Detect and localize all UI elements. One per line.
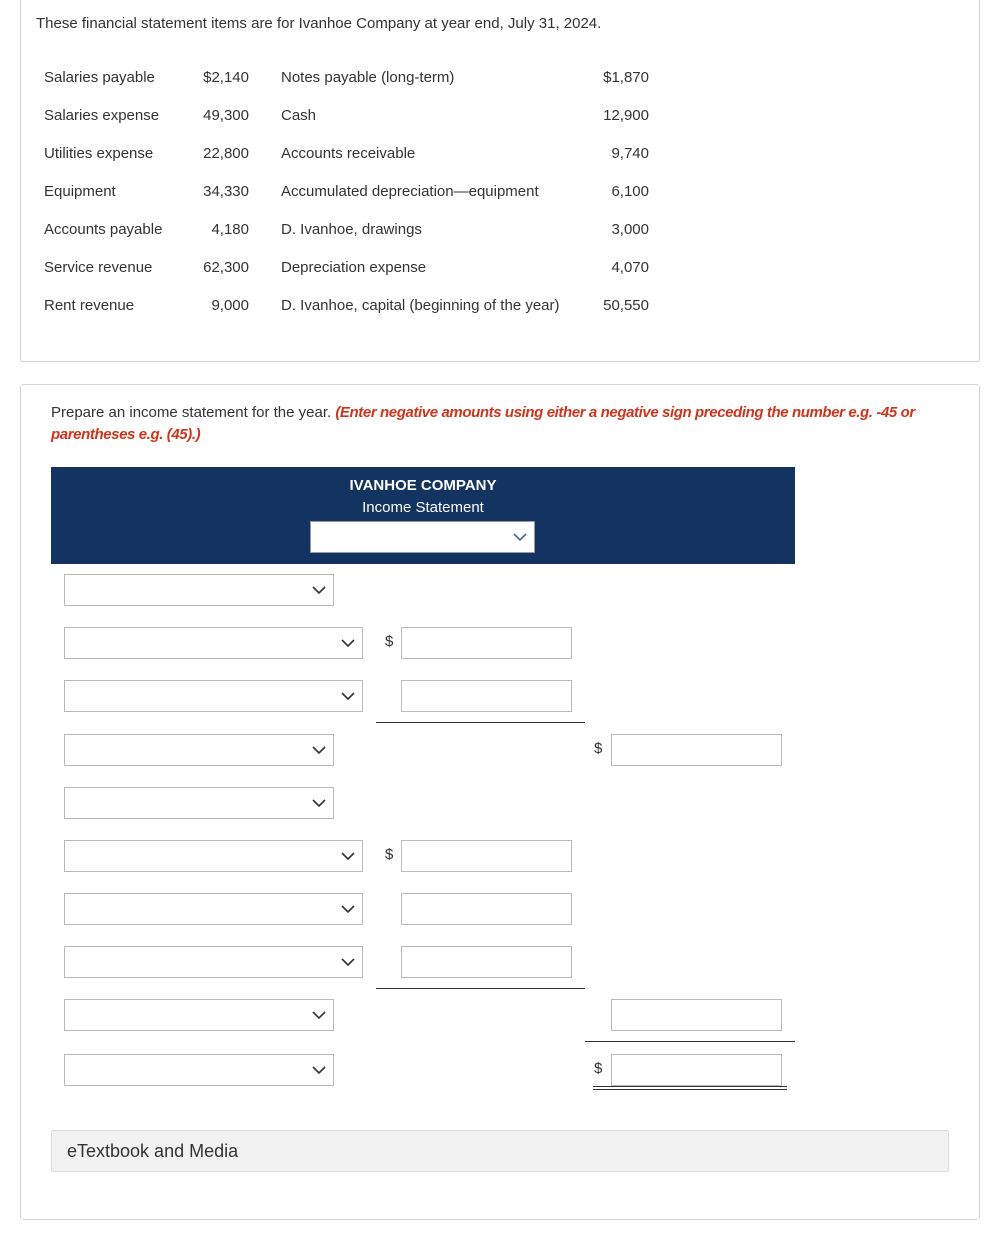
item-value: 34,330 — [203, 182, 249, 200]
account-dropdown[interactable] — [64, 680, 363, 712]
item-label: D. Ivanhoe, drawings — [281, 220, 422, 238]
item-label: Accounts receivable — [281, 144, 416, 162]
amount-input[interactable] — [401, 946, 572, 978]
item-value: 62,300 — [203, 258, 249, 276]
item-value: $1,870 — [603, 68, 649, 86]
instructions-text: Prepare an income statement for the year. — [51, 404, 332, 421]
account-dropdown[interactable] — [64, 734, 334, 766]
total-input[interactable] — [611, 999, 782, 1031]
account-dropdown[interactable] — [64, 999, 334, 1031]
item-value: $2,140 — [203, 68, 249, 86]
item-label: Depreciation expense — [281, 258, 427, 276]
chevron-down-icon — [341, 902, 355, 916]
item-row — [36, 58, 649, 96]
item-label: Cash — [281, 106, 317, 124]
period-dropdown[interactable] — [310, 521, 535, 553]
company-name: IVANHOE COMPANY — [349, 477, 497, 494]
currency-symbol: $ — [385, 633, 394, 650]
item-row — [36, 96, 649, 134]
item-label: D. Ivanhoe, capital (beginning of the year) — [281, 296, 560, 314]
account-dropdown[interactable] — [64, 1054, 334, 1086]
item-value: 4,180 — [211, 220, 249, 238]
chevron-down-icon — [312, 1008, 326, 1022]
instructions — [51, 402, 931, 446]
item-row — [36, 248, 649, 286]
item-label: Accounts payable — [44, 220, 163, 238]
chevron-down-icon — [341, 955, 355, 969]
item-label: Notes payable (long-term) — [281, 68, 455, 86]
item-value: 4,070 — [611, 258, 649, 276]
item-value: 50,550 — [603, 296, 649, 314]
item-row — [36, 134, 649, 172]
chevron-down-icon — [312, 743, 326, 757]
item-label: Service revenue — [44, 258, 153, 276]
amount-input[interactable] — [401, 680, 572, 712]
item-label: Utilities expense — [44, 144, 154, 162]
net-income-input[interactable] — [611, 1054, 782, 1086]
account-dropdown[interactable] — [64, 840, 363, 872]
instructions-hint: (Enter negative amounts using either a negative sign preceding the number e.g. -45 or parentheses e.g. (45).) — [51, 404, 915, 443]
chevron-down-icon — [312, 1063, 326, 1077]
account-dropdown[interactable] — [64, 627, 363, 659]
item-value: 22,800 — [203, 144, 249, 162]
item-value: 6,100 — [611, 182, 649, 200]
account-dropdown[interactable] — [64, 574, 334, 606]
chevron-down-icon — [312, 796, 326, 810]
etextbook-media-button[interactable]: eTextbook and Media — [51, 1130, 949, 1172]
currency-symbol: $ — [385, 846, 394, 863]
amount-input[interactable] — [401, 840, 572, 872]
statement-title: Income Statement — [362, 499, 484, 516]
item-label: Accumulated depreciation—equipment — [281, 182, 539, 200]
item-label: Equipment — [44, 182, 116, 200]
chevron-down-icon — [341, 849, 355, 863]
item-value: 12,900 — [603, 106, 649, 124]
chevron-down-icon — [312, 583, 326, 597]
item-value: 9,740 — [611, 144, 649, 162]
subtotal-rule — [376, 988, 585, 989]
total-rule — [585, 1041, 795, 1042]
item-value: 49,300 — [203, 106, 249, 124]
double-underline — [593, 1086, 787, 1090]
item-label: Salaries payable — [44, 68, 155, 86]
item-row — [36, 286, 649, 324]
total-input[interactable] — [611, 734, 782, 766]
financial-items-table — [36, 58, 649, 324]
account-dropdown[interactable] — [64, 893, 363, 925]
item-label: Rent revenue — [44, 296, 135, 314]
currency-symbol: $ — [594, 1060, 603, 1077]
account-dropdown[interactable] — [64, 946, 363, 978]
currency-symbol: $ — [594, 740, 603, 757]
chevron-down-icon — [513, 530, 527, 544]
item-label: Salaries expense — [44, 106, 160, 124]
chevron-down-icon — [341, 636, 355, 650]
intro-text: These financial statement items are for Ivanhoe Company at year end, July 31, 2024. — [36, 15, 602, 32]
account-dropdown[interactable] — [64, 787, 334, 819]
statement-header — [51, 467, 795, 564]
amount-input[interactable] — [401, 893, 572, 925]
subtotal-rule — [376, 722, 585, 723]
item-row — [36, 210, 649, 248]
amount-input[interactable] — [401, 627, 572, 659]
item-value: 9,000 — [211, 296, 249, 314]
item-row — [36, 172, 649, 210]
item-value: 3,000 — [611, 220, 649, 238]
chevron-down-icon — [341, 689, 355, 703]
